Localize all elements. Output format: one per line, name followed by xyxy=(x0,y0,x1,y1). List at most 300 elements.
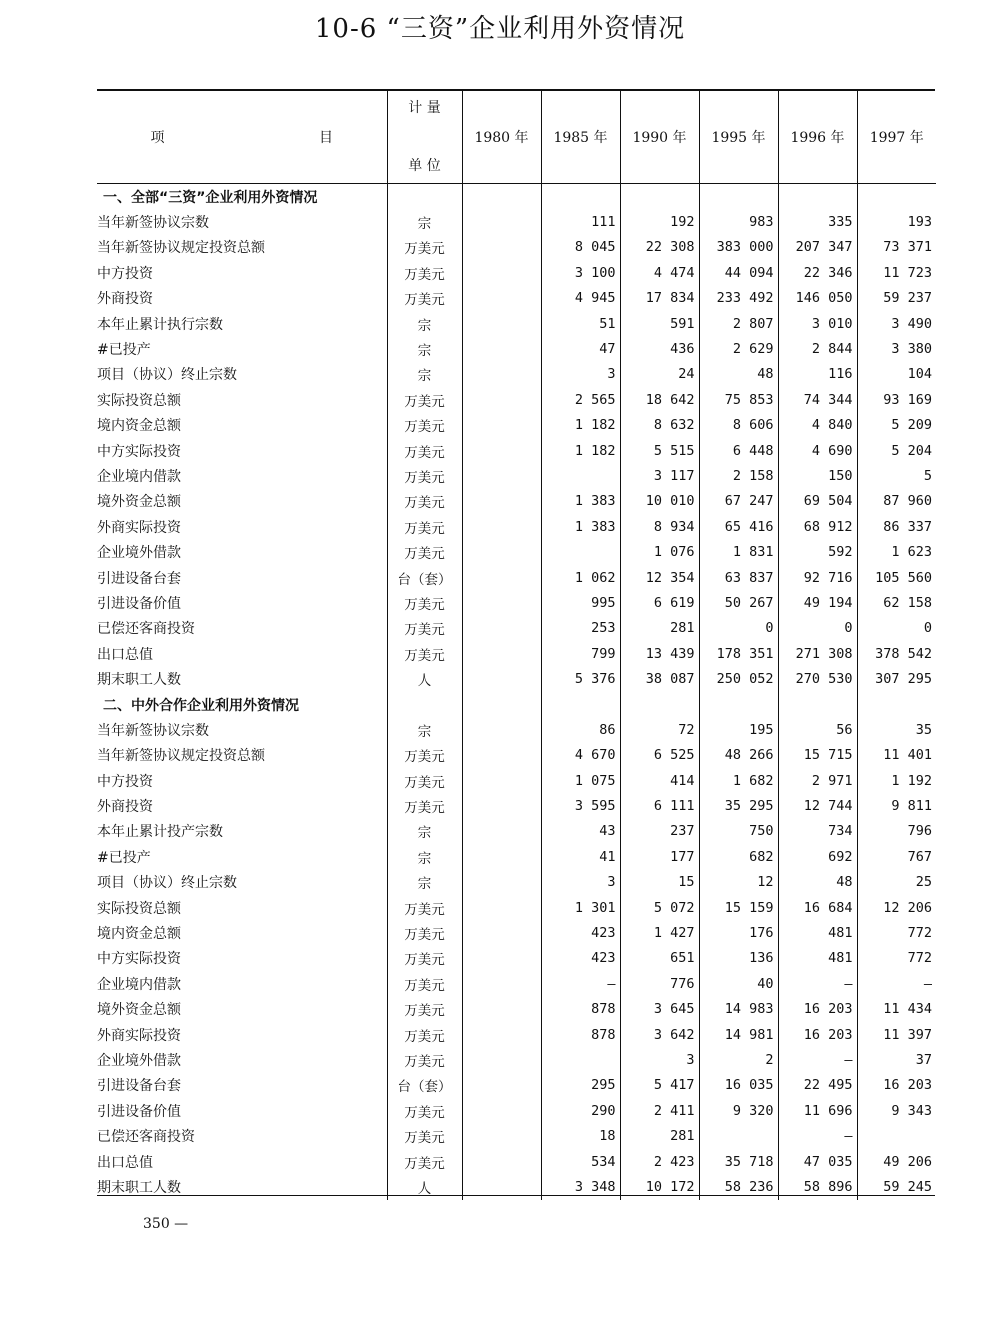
row-label: 当年新签协议宗数 xyxy=(97,722,209,739)
value-cell: 195 xyxy=(699,717,778,742)
value-cell: 4 474 xyxy=(620,260,699,285)
row-unit: 万美元 xyxy=(387,1123,462,1148)
value-cell: 13 439 xyxy=(620,641,699,666)
row-label: 外商实际投资 xyxy=(97,519,181,536)
value-cell: 40 xyxy=(699,971,778,996)
section-header-row xyxy=(97,184,936,210)
value-cell: 591 xyxy=(620,311,699,336)
empty-cell xyxy=(778,184,857,210)
empty-cell xyxy=(541,692,620,717)
value-cell: 5 072 xyxy=(620,895,699,920)
value-cell: 68 912 xyxy=(778,514,857,539)
value-cell: 1 831 xyxy=(699,539,778,564)
value-cell: 16 203 xyxy=(778,997,857,1022)
row-label: 中方实际投资 xyxy=(97,443,181,460)
value-cell: 146 050 xyxy=(778,286,857,311)
value-cell: 983 xyxy=(699,209,778,234)
row-unit: 万美元 xyxy=(387,1149,462,1174)
value-cell xyxy=(462,641,541,666)
value-cell: 4 840 xyxy=(778,413,857,438)
row-unit: 万美元 xyxy=(387,413,462,438)
value-cell xyxy=(462,514,541,539)
table-row xyxy=(97,463,936,488)
value-cell: 17 834 xyxy=(620,286,699,311)
value-cell: 4 945 xyxy=(541,286,620,311)
value-cell: 63 837 xyxy=(699,565,778,590)
value-cell xyxy=(462,946,541,971)
table-row xyxy=(97,336,936,361)
value-cell: 176 xyxy=(699,920,778,945)
row-label: 实际投资总额 xyxy=(97,900,181,917)
value-cell: 414 xyxy=(620,768,699,793)
table-row xyxy=(97,590,936,615)
value-cell: 995 xyxy=(541,590,620,615)
row-unit: 宗 xyxy=(387,819,462,844)
value-cell: 43 xyxy=(541,819,620,844)
value-cell: 48 xyxy=(699,362,778,387)
value-cell: 9 320 xyxy=(699,1098,778,1123)
row-unit: 万美元 xyxy=(387,260,462,285)
value-cell xyxy=(462,463,541,488)
value-cell: 290 xyxy=(541,1098,620,1123)
value-cell xyxy=(462,895,541,920)
statistics-table xyxy=(97,91,936,1200)
value-cell: 237 xyxy=(620,819,699,844)
value-cell: 295 xyxy=(541,1073,620,1098)
value-cell xyxy=(462,539,541,564)
table-row xyxy=(97,1047,936,1072)
value-cell: 11 397 xyxy=(857,1022,936,1047)
value-cell: 6 525 xyxy=(620,743,699,768)
value-cell xyxy=(462,870,541,895)
value-cell: 193 xyxy=(857,209,936,234)
value-cell xyxy=(462,743,541,768)
value-cell: 651 xyxy=(620,946,699,971)
row-unit: 万美元 xyxy=(387,768,462,793)
value-cell: 3 490 xyxy=(857,311,936,336)
table-body xyxy=(97,184,936,1200)
value-cell: 534 xyxy=(541,1149,620,1174)
value-cell: 878 xyxy=(541,997,620,1022)
value-cell: 2 411 xyxy=(620,1098,699,1123)
row-unit: 万美元 xyxy=(387,463,462,488)
row-unit: 万美元 xyxy=(387,895,462,920)
table-row xyxy=(97,565,936,590)
value-cell: — xyxy=(778,1123,857,1148)
value-cell: 207 347 xyxy=(778,235,857,260)
value-cell: 878 xyxy=(541,1022,620,1047)
value-cell: 2 158 xyxy=(699,463,778,488)
value-cell xyxy=(462,336,541,361)
value-cell xyxy=(462,997,541,1022)
row-unit: 万美元 xyxy=(387,539,462,564)
row-unit: 万美元 xyxy=(387,743,462,768)
value-cell: 3 010 xyxy=(778,311,857,336)
value-cell: 111 xyxy=(541,209,620,234)
section-title: 二、中外合作企业利用外资情况 xyxy=(103,697,299,714)
value-cell: 253 xyxy=(541,616,620,641)
row-label: 当年新签协议规定投资总额 xyxy=(97,240,265,257)
table-row xyxy=(97,768,936,793)
value-cell xyxy=(462,565,541,590)
value-cell: 3 645 xyxy=(620,997,699,1022)
value-cell xyxy=(462,616,541,641)
row-label: #已投产 xyxy=(97,849,151,866)
item-header-label-b: 目 xyxy=(318,130,333,146)
table-row xyxy=(97,743,936,768)
year-column-header: 1996 年 xyxy=(778,91,857,184)
value-cell: 3 xyxy=(620,1047,699,1072)
row-label: 当年新签协议宗数 xyxy=(97,215,209,232)
row-unit: 万美元 xyxy=(387,946,462,971)
value-cell: 3 348 xyxy=(541,1174,620,1199)
empty-cell xyxy=(462,692,541,717)
value-cell: 2 565 xyxy=(541,387,620,412)
empty-cell xyxy=(699,692,778,717)
value-cell: 423 xyxy=(541,946,620,971)
year-column-header: 1995 年 xyxy=(699,91,778,184)
empty-cell xyxy=(541,184,620,210)
value-cell: 281 xyxy=(620,616,699,641)
empty-cell xyxy=(778,692,857,717)
table-row xyxy=(97,844,936,869)
value-cell: 48 xyxy=(778,870,857,895)
table-row xyxy=(97,362,936,387)
value-cell: 6 448 xyxy=(699,438,778,463)
value-cell: 12 744 xyxy=(778,793,857,818)
row-unit: 人 xyxy=(387,1174,462,1199)
row-label: 已偿还客商投资 xyxy=(97,1129,195,1146)
value-cell xyxy=(462,1149,541,1174)
value-cell xyxy=(541,539,620,564)
empty-cell xyxy=(857,692,936,717)
value-cell: — xyxy=(778,1047,857,1072)
value-cell: 65 416 xyxy=(699,514,778,539)
value-cell: 178 351 xyxy=(699,641,778,666)
row-unit: 万美元 xyxy=(387,971,462,996)
table-row xyxy=(97,514,936,539)
row-unit: 宗 xyxy=(387,311,462,336)
value-cell: 6 619 xyxy=(620,590,699,615)
table-row xyxy=(97,666,936,691)
value-cell xyxy=(462,235,541,260)
table-row xyxy=(97,1123,936,1148)
value-cell: 86 xyxy=(541,717,620,742)
row-label: 境内资金总额 xyxy=(97,926,181,943)
value-cell: 0 xyxy=(857,616,936,641)
row-label: 期末职工人数 xyxy=(97,1179,181,1196)
row-label: 中方实际投资 xyxy=(97,951,181,968)
row-label: 引进设备价值 xyxy=(97,595,181,612)
value-cell: 0 xyxy=(699,616,778,641)
row-unit: 万美元 xyxy=(387,1022,462,1047)
value-cell: 2 629 xyxy=(699,336,778,361)
empty-cell xyxy=(857,184,936,210)
value-cell: 47 xyxy=(541,336,620,361)
value-cell: 136 xyxy=(699,946,778,971)
value-cell xyxy=(462,971,541,996)
table-row xyxy=(97,895,936,920)
row-label: 当年新签协议规定投资总额 xyxy=(97,748,265,765)
value-cell: 16 203 xyxy=(778,1022,857,1047)
row-label: 境外资金总额 xyxy=(97,494,181,511)
row-label: 本年止累计投产宗数 xyxy=(97,824,223,841)
value-cell: 8 045 xyxy=(541,235,620,260)
year-column-header: 1990 年 xyxy=(620,91,699,184)
value-cell: 72 xyxy=(620,717,699,742)
value-cell: 15 xyxy=(620,870,699,895)
table-row xyxy=(97,489,936,514)
value-cell xyxy=(462,1073,541,1098)
value-cell: 2 807 xyxy=(699,311,778,336)
value-cell: 250 052 xyxy=(699,666,778,691)
row-unit: 万美元 xyxy=(387,997,462,1022)
value-cell: 767 xyxy=(857,844,936,869)
value-cell: 3 100 xyxy=(541,260,620,285)
value-cell: 67 247 xyxy=(699,489,778,514)
table-row xyxy=(97,971,936,996)
page-title: 10-6 “三资”企业利用外资情况 xyxy=(314,14,686,44)
row-unit: 宗 xyxy=(387,336,462,361)
value-cell xyxy=(462,311,541,336)
empty-cell xyxy=(387,692,462,717)
row-label: 企业境外借款 xyxy=(97,1052,181,1069)
value-cell: 15 159 xyxy=(699,895,778,920)
value-cell: 47 035 xyxy=(778,1149,857,1174)
value-cell: 51 xyxy=(541,311,620,336)
value-cell: 73 371 xyxy=(857,235,936,260)
value-cell: 5 376 xyxy=(541,666,620,691)
value-cell: 8 606 xyxy=(699,413,778,438)
value-cell xyxy=(462,260,541,285)
value-cell: 10 172 xyxy=(620,1174,699,1199)
row-label: 项目（协议）终止宗数 xyxy=(97,367,237,384)
value-cell xyxy=(462,844,541,869)
value-cell: 22 495 xyxy=(778,1073,857,1098)
row-unit: 万美元 xyxy=(387,438,462,463)
table-row xyxy=(97,717,936,742)
row-label: 引进设备台套 xyxy=(97,1078,181,1095)
value-cell: 436 xyxy=(620,336,699,361)
value-cell xyxy=(462,438,541,463)
table-row xyxy=(97,413,936,438)
value-cell: 281 xyxy=(620,1123,699,1148)
value-cell: 150 xyxy=(778,463,857,488)
value-cell: 1 182 xyxy=(541,438,620,463)
value-cell: 58 236 xyxy=(699,1174,778,1199)
value-cell: 10 010 xyxy=(620,489,699,514)
value-cell xyxy=(462,286,541,311)
value-cell: 12 xyxy=(699,870,778,895)
value-cell: 15 715 xyxy=(778,743,857,768)
row-label: 外商投资 xyxy=(97,799,153,816)
value-cell: 8 934 xyxy=(620,514,699,539)
row-label: 引进设备价值 xyxy=(97,1103,181,1120)
value-cell: 87 960 xyxy=(857,489,936,514)
row-label: 出口总值 xyxy=(97,1154,153,1171)
value-cell: 2 971 xyxy=(778,768,857,793)
row-unit: 万美元 xyxy=(387,387,462,412)
value-cell: 1 383 xyxy=(541,514,620,539)
value-cell: 35 718 xyxy=(699,1149,778,1174)
value-cell: 37 xyxy=(857,1047,936,1072)
row-unit: 万美元 xyxy=(387,489,462,514)
row-unit: 宗 xyxy=(387,870,462,895)
value-cell: 2 844 xyxy=(778,336,857,361)
table-row xyxy=(97,946,936,971)
table-row xyxy=(97,1073,936,1098)
table-row xyxy=(97,920,936,945)
value-cell: 69 504 xyxy=(778,489,857,514)
value-cell: 3 xyxy=(541,870,620,895)
value-cell: 481 xyxy=(778,920,857,945)
value-cell xyxy=(462,489,541,514)
value-cell: 6 111 xyxy=(620,793,699,818)
value-cell: 0 xyxy=(778,616,857,641)
unit-column-header xyxy=(387,91,462,184)
value-cell: 14 983 xyxy=(699,997,778,1022)
value-cell: 104 xyxy=(857,362,936,387)
value-cell: 35 xyxy=(857,717,936,742)
empty-cell xyxy=(620,692,699,717)
value-cell: 776 xyxy=(620,971,699,996)
value-cell: 9 343 xyxy=(857,1098,936,1123)
value-cell: 12 354 xyxy=(620,565,699,590)
value-cell: 22 308 xyxy=(620,235,699,260)
value-cell: 35 295 xyxy=(699,793,778,818)
value-cell: 75 853 xyxy=(699,387,778,412)
item-header-label-a: 项 xyxy=(150,130,165,146)
table-row xyxy=(97,616,936,641)
value-cell: 18 642 xyxy=(620,387,699,412)
table-row xyxy=(97,387,936,412)
value-cell: 25 xyxy=(857,870,936,895)
row-unit: 万美元 xyxy=(387,514,462,539)
value-cell xyxy=(462,387,541,412)
value-cell xyxy=(462,920,541,945)
page-number: 350 — xyxy=(143,1216,189,1232)
value-cell: 11 696 xyxy=(778,1098,857,1123)
value-cell: 481 xyxy=(778,946,857,971)
table-bottom-rule xyxy=(97,1195,935,1196)
row-unit: 万美元 xyxy=(387,793,462,818)
value-cell xyxy=(462,362,541,387)
value-cell xyxy=(857,1123,936,1148)
value-cell xyxy=(462,666,541,691)
value-cell: 16 035 xyxy=(699,1073,778,1098)
row-label: 出口总值 xyxy=(97,646,153,663)
value-cell: 799 xyxy=(541,641,620,666)
value-cell: 4 690 xyxy=(778,438,857,463)
value-cell: 383 000 xyxy=(699,235,778,260)
table-row xyxy=(97,286,936,311)
value-cell: 12 206 xyxy=(857,895,936,920)
value-cell: 44 094 xyxy=(699,260,778,285)
value-cell: 3 380 xyxy=(857,336,936,361)
value-cell: 62 158 xyxy=(857,590,936,615)
table-row xyxy=(97,438,936,463)
row-label: 境外资金总额 xyxy=(97,1002,181,1019)
row-label: 外商实际投资 xyxy=(97,1027,181,1044)
row-label: 已偿还客商投资 xyxy=(97,621,195,638)
value-cell: 682 xyxy=(699,844,778,869)
value-cell: 50 267 xyxy=(699,590,778,615)
table-row xyxy=(97,641,936,666)
value-cell xyxy=(462,1123,541,1148)
row-unit: 万美元 xyxy=(387,286,462,311)
value-cell: 233 492 xyxy=(699,286,778,311)
value-cell: 74 344 xyxy=(778,387,857,412)
table-row xyxy=(97,870,936,895)
table-row xyxy=(97,1149,936,1174)
value-cell: 1 623 xyxy=(857,539,936,564)
value-cell: 177 xyxy=(620,844,699,869)
row-unit: 人 xyxy=(387,666,462,691)
row-label: 实际投资总额 xyxy=(97,392,181,409)
table-row xyxy=(97,1022,936,1047)
empty-cell xyxy=(462,184,541,210)
value-cell: 5 204 xyxy=(857,438,936,463)
value-cell: 92 716 xyxy=(778,565,857,590)
value-cell: 1 182 xyxy=(541,413,620,438)
value-cell: 105 560 xyxy=(857,565,936,590)
value-cell xyxy=(462,1098,541,1123)
value-cell xyxy=(462,413,541,438)
value-cell: 49 206 xyxy=(857,1149,936,1174)
value-cell: 11 401 xyxy=(857,743,936,768)
row-label: 企业境内借款 xyxy=(97,976,181,993)
value-cell xyxy=(462,717,541,742)
value-cell: 86 337 xyxy=(857,514,936,539)
value-cell: 3 xyxy=(541,362,620,387)
value-cell: 796 xyxy=(857,819,936,844)
value-cell xyxy=(462,590,541,615)
empty-cell xyxy=(699,184,778,210)
value-cell: 307 295 xyxy=(857,666,936,691)
value-cell: 11 434 xyxy=(857,997,936,1022)
value-cell: 692 xyxy=(778,844,857,869)
unit-header-label-a: 计 量 xyxy=(408,100,441,116)
value-cell: 56 xyxy=(778,717,857,742)
row-label: 境内资金总额 xyxy=(97,418,181,435)
value-cell: 22 346 xyxy=(778,260,857,285)
value-cell: 24 xyxy=(620,362,699,387)
table-row xyxy=(97,793,936,818)
item-column-header xyxy=(97,91,387,184)
value-cell: 1 192 xyxy=(857,768,936,793)
row-label: 期末职工人数 xyxy=(97,672,181,689)
value-cell: 1 427 xyxy=(620,920,699,945)
table-row xyxy=(97,235,936,260)
value-cell: 192 xyxy=(620,209,699,234)
value-cell xyxy=(699,1123,778,1148)
value-cell: 41 xyxy=(541,844,620,869)
table-row xyxy=(97,260,936,285)
value-cell: 1 075 xyxy=(541,768,620,793)
row-label: #已投产 xyxy=(97,342,151,359)
value-cell: 18 xyxy=(541,1123,620,1148)
value-cell: 270 530 xyxy=(778,666,857,691)
row-unit: 万美元 xyxy=(387,920,462,945)
value-cell: — xyxy=(778,971,857,996)
row-unit: 台（套） xyxy=(387,1073,462,1098)
row-unit: 宗 xyxy=(387,362,462,387)
value-cell: — xyxy=(541,971,620,996)
table-row xyxy=(97,997,936,1022)
value-cell xyxy=(541,1047,620,1072)
value-cell xyxy=(462,819,541,844)
table-header-row xyxy=(97,91,936,184)
